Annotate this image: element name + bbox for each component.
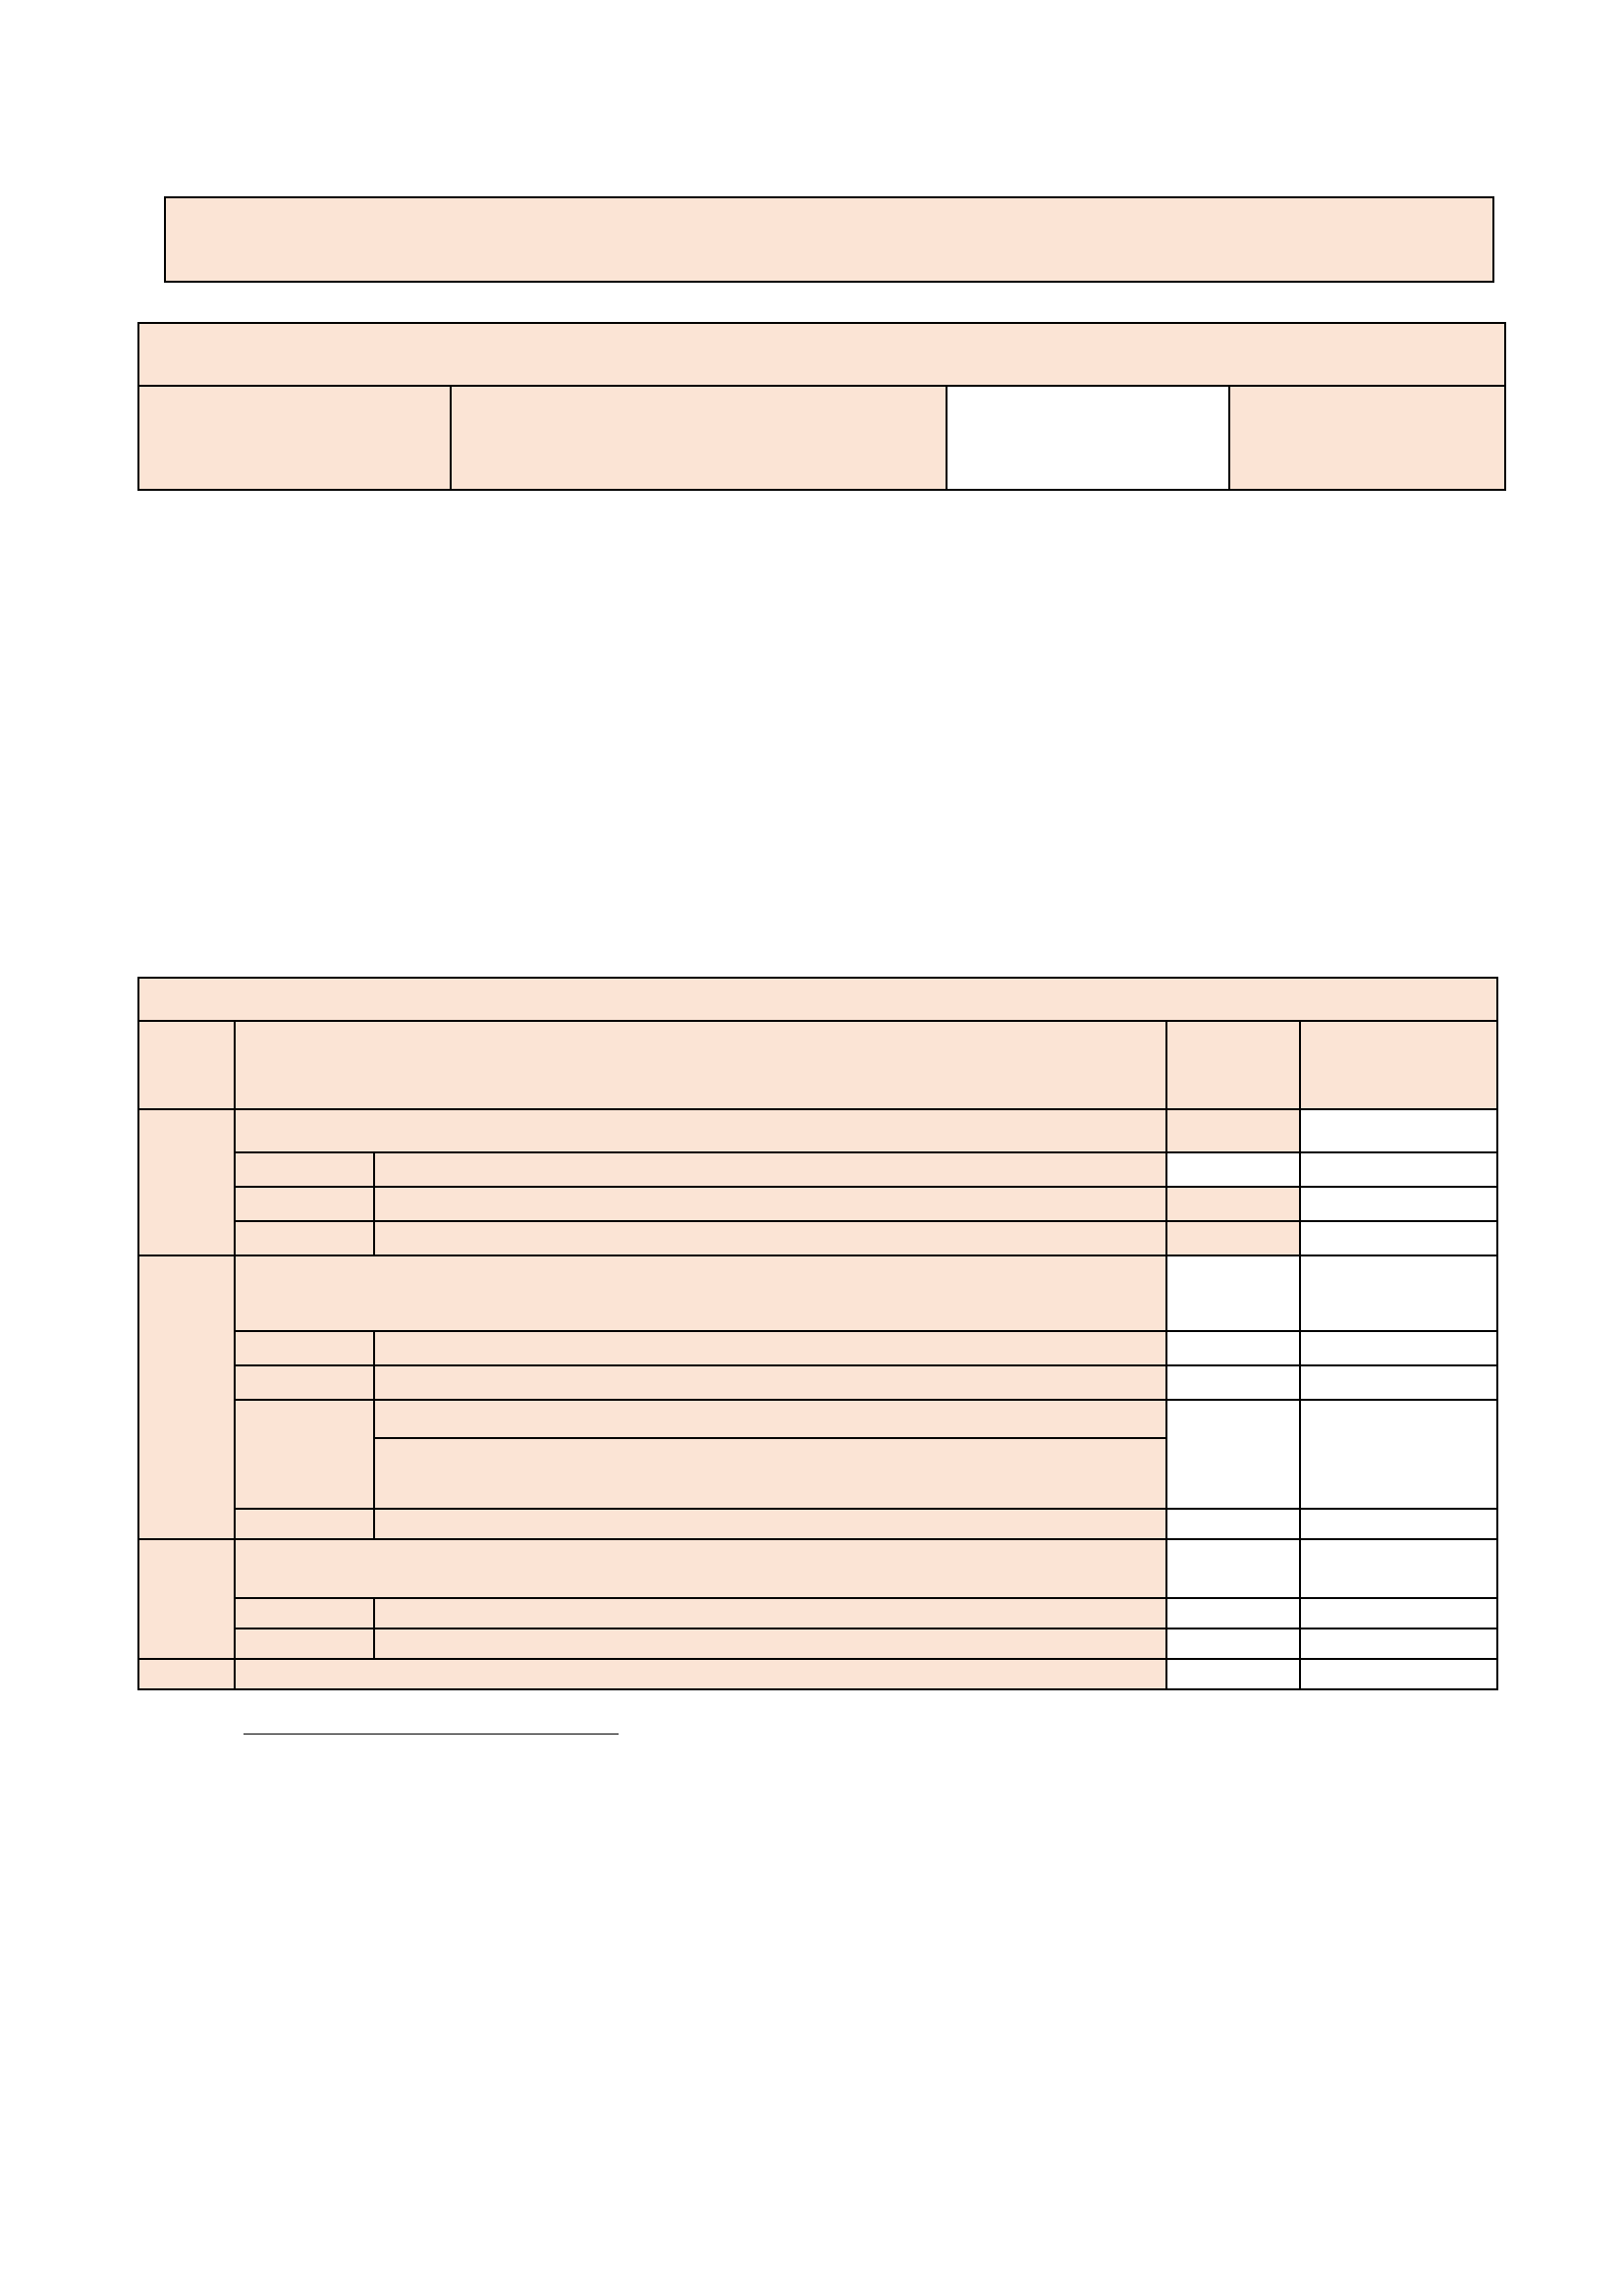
expenses-table-header-row bbox=[138, 386, 1505, 490]
funding-table-title-row bbox=[138, 978, 1497, 1021]
funding-header-source bbox=[235, 1021, 1166, 1109]
funding-row-1-3-label bbox=[374, 1221, 1166, 1255]
funding-row-2-3-contract[interactable] bbox=[1166, 1400, 1300, 1509]
funding-row-3-contract[interactable] bbox=[1166, 1539, 1300, 1598]
header-actual-expenses bbox=[1229, 386, 1505, 490]
funding-row-2-1-actual[interactable] bbox=[1300, 1331, 1497, 1365]
funding-row-3-2-contract[interactable] bbox=[1166, 1629, 1300, 1659]
funding-row-3-1-code bbox=[235, 1598, 374, 1629]
expenses-table-title-row bbox=[138, 323, 1505, 386]
funding-row-1-2-label bbox=[374, 1187, 1166, 1221]
funding-row-3-1-actual[interactable] bbox=[1300, 1598, 1497, 1629]
header-contract-costs bbox=[947, 386, 1229, 490]
funding-row-1-actual[interactable] bbox=[1300, 1109, 1497, 1152]
funding-row-1-1-actual[interactable] bbox=[1300, 1152, 1497, 1187]
funding-row-2-4-contract[interactable] bbox=[1166, 1509, 1300, 1539]
funding-table-header-row bbox=[138, 1021, 1497, 1109]
funding-header-contract bbox=[1166, 1021, 1300, 1109]
funding-row-3-actual[interactable] bbox=[1300, 1539, 1497, 1598]
funding-row-1-2 bbox=[138, 1187, 1497, 1221]
funding-row-1-3-code bbox=[235, 1221, 374, 1255]
funding-row-1-2-code bbox=[235, 1187, 374, 1221]
funding-row-2-2-actual[interactable] bbox=[1300, 1365, 1497, 1400]
funding-group-2-num bbox=[138, 1255, 235, 1539]
funding-row-4-label bbox=[235, 1659, 1166, 1689]
funding-row-1-3-actual[interactable] bbox=[1300, 1221, 1497, 1255]
funding-group-3-num bbox=[138, 1539, 235, 1659]
funding-row-1-2-actual[interactable] bbox=[1300, 1187, 1497, 1221]
funding-row-2-2-code bbox=[235, 1365, 374, 1400]
header-lp bbox=[138, 386, 451, 490]
funding-row-1 bbox=[138, 1109, 1497, 1152]
expenses-table bbox=[137, 322, 1506, 491]
funding-row-4-contract[interactable] bbox=[1166, 1659, 1300, 1689]
funding-row-1-contract[interactable] bbox=[1166, 1109, 1300, 1152]
funding-row-2-2 bbox=[138, 1365, 1497, 1400]
funding-row-1-1-label bbox=[374, 1152, 1166, 1187]
funding-row-2-2-contract[interactable] bbox=[1166, 1365, 1300, 1400]
funding-row-2-3-note-cell bbox=[374, 1438, 1166, 1509]
funding-row-1-1-contract[interactable] bbox=[1166, 1152, 1300, 1187]
funding-group-1-num bbox=[138, 1109, 235, 1255]
funding-row-3-label bbox=[235, 1539, 1166, 1598]
header-cost-type bbox=[451, 386, 947, 490]
funding-row-2-1 bbox=[138, 1331, 1497, 1365]
funding-row-2 bbox=[138, 1255, 1497, 1331]
funding-row-1-1-code bbox=[235, 1152, 374, 1187]
funding-row-4-actual[interactable] bbox=[1300, 1659, 1497, 1689]
funding-table bbox=[137, 977, 1498, 1690]
funding-row-2-4-label bbox=[374, 1509, 1166, 1539]
funding-row-3 bbox=[138, 1539, 1497, 1598]
funding-row-2-1-contract[interactable] bbox=[1166, 1331, 1300, 1365]
funding-row-2-2-label bbox=[374, 1365, 1166, 1400]
funding-row-3-2-actual[interactable] bbox=[1300, 1629, 1497, 1659]
funding-header-actual bbox=[1300, 1021, 1497, 1109]
funding-row-3-1 bbox=[138, 1598, 1497, 1629]
funding-row-3-2-code bbox=[235, 1629, 374, 1659]
funding-row-1-2-contract[interactable] bbox=[1166, 1187, 1300, 1221]
funding-table-title bbox=[138, 978, 1497, 1021]
funding-row-2-3-label bbox=[374, 1400, 1166, 1438]
funding-row-2-3-code bbox=[235, 1400, 374, 1509]
funding-row-1-1 bbox=[138, 1152, 1497, 1187]
funding-row-2-4-actual[interactable] bbox=[1300, 1509, 1497, 1539]
funding-row-1-3-contract[interactable] bbox=[1166, 1221, 1300, 1255]
funding-row-3-2 bbox=[138, 1629, 1497, 1659]
funding-group-4-num bbox=[138, 1659, 235, 1689]
funding-header-lp bbox=[138, 1021, 235, 1109]
funding-row-2-3-actual[interactable] bbox=[1300, 1400, 1497, 1509]
funding-row-1-label bbox=[235, 1109, 1166, 1152]
funding-row-4 bbox=[138, 1659, 1497, 1689]
funding-row-1-3 bbox=[138, 1221, 1497, 1255]
funding-row-2-label bbox=[235, 1255, 1166, 1331]
expenses-table-title bbox=[138, 323, 1505, 386]
funding-row-2-4-code bbox=[235, 1509, 374, 1539]
footnote-separator bbox=[244, 1734, 619, 1735]
funding-row-2-4 bbox=[138, 1509, 1497, 1539]
funding-row-2-1-label bbox=[374, 1331, 1166, 1365]
funding-row-3-1-label bbox=[374, 1598, 1166, 1629]
funding-row-2-3a bbox=[138, 1400, 1497, 1438]
funding-row-2-1-code bbox=[235, 1331, 374, 1365]
part-header bbox=[164, 196, 1494, 283]
funding-row-2-contract[interactable] bbox=[1166, 1255, 1300, 1331]
funding-row-3-1-contract[interactable] bbox=[1166, 1598, 1300, 1629]
funding-row-3-2-label bbox=[374, 1629, 1166, 1659]
funding-row-2-actual[interactable] bbox=[1300, 1255, 1497, 1331]
